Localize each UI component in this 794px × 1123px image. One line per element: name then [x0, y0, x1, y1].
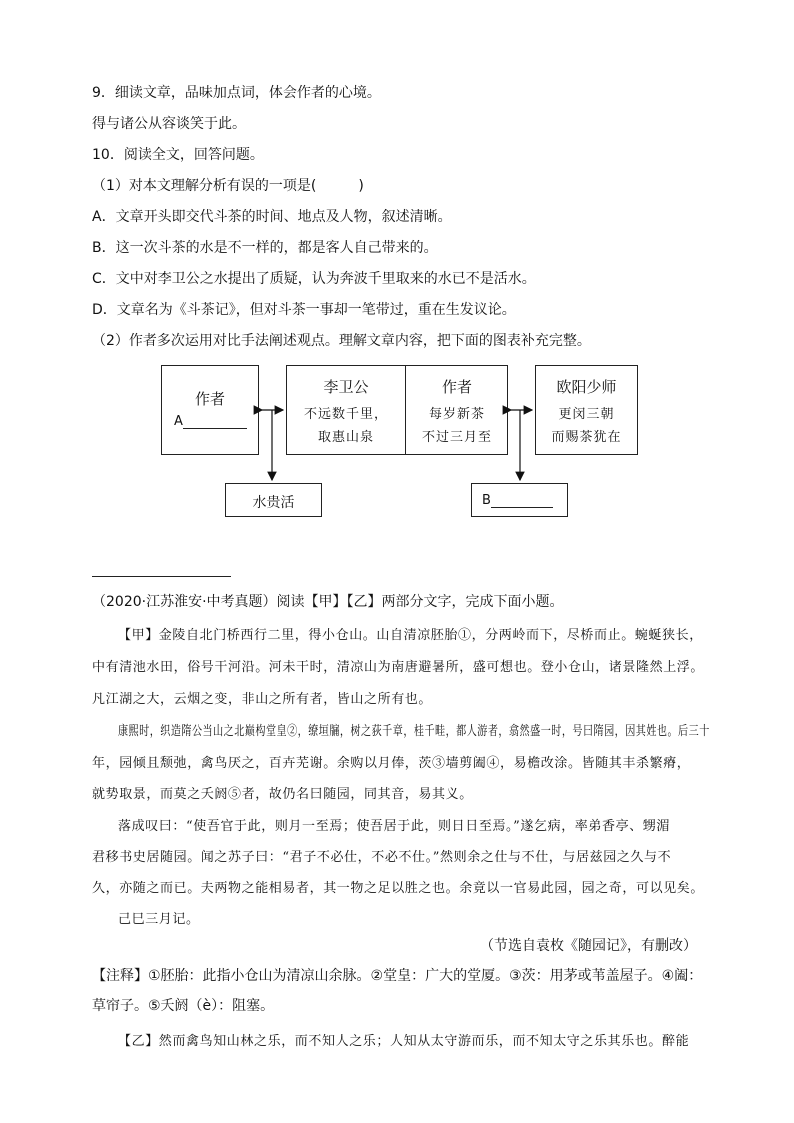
passage-notes-line: 草帘子。⑤夭阏（è）：阻塞。	[92, 998, 275, 1014]
passage-jia-line: 中有清池水田，俗号干河沿。河未干时，清凉山为南唐避暑所，盛可想也。登小仓山，诸景隆然上浮。	[92, 660, 705, 675]
question-9-quote: 得与诸公从容谈笑于此。	[92, 116, 246, 132]
question-10-part-2: （2）作者多次运用对比手法阐述观点。理解文章内容，把下面的图表补充完整。	[92, 333, 591, 349]
passage-yi-line: 【乙】然而禽鸟知山林之乐，而不知人之乐；人知从太守游而乐，而不知太守之乐其乐也。醉能	[118, 1034, 690, 1049]
option-d: D．文章名为《斗茶记》，但对斗茶一事却一笔带过，重在生发议论。	[92, 302, 516, 318]
question-10: 10．阅读全文，回答问题。	[92, 147, 264, 163]
diagram-arrows	[0, 0, 794, 560]
option-c: C．文中对李卫公之水提出了质疑，认为奔波千里取来的水已不是活水。	[92, 271, 536, 287]
diagram-box-title: 作者	[441, 378, 472, 396]
passage-notes-line: 【注释】①胚胎：此指小仓山为清凉山余脉。②堂皇：广大的堂厦。③茨：用茅或苇盖屋子。④阖：	[92, 968, 703, 984]
answer-blank-a[interactable]: A	[174, 414, 247, 429]
diagram-box-title: 作者	[194, 390, 225, 408]
passage-jia-line: 【甲】金陵自北门桥西行二里，得小仓山。山自清凉胚胎①，分两岭而下，尽桥而止。蜿蜒狭长，	[118, 628, 703, 643]
passage-jia-line: 年，园倾且颓弛，禽鸟厌之，百卉芜谢。余购以月俸，茨③墙剪阖④，易檐改涂。皆随其丰杀繁瘠，	[92, 756, 691, 771]
diagram-box-line: 而赐茶犹在	[551, 430, 622, 445]
passage-jia-line: 君移书史居随园。闻之苏子曰：“君子不必仕，不必不仕。”然则余之仕与不仕，与居兹园之久与不	[92, 850, 672, 865]
option-a: A．文章开头即交代斗茶的时间、地点及人物，叙述清晰。	[92, 209, 452, 225]
option-b: B．这一次斗茶的水是不一样的，都是客人自己带来的。	[92, 240, 438, 256]
passage-jia-line: 己巳三月记。	[118, 912, 200, 927]
passage-source: （节选自袁枚《随园记》，有删改）	[480, 938, 697, 954]
diagram-box-line: 更闵三朝	[558, 407, 615, 422]
question-9: 9．细读文章，品味加点词，体会作者的心境。	[92, 85, 381, 101]
passage-jia-line: 康熙时，织造隋公当山之北巅构堂皇②，缭垣牖，树之荻千章，桂千畦，都人游者，翕然盛一时，号曰隋园，因其姓也。后三十	[118, 724, 710, 739]
diagram-box-line: 不过三月至	[421, 430, 492, 445]
diagram-box-title: 水贵活	[252, 495, 295, 511]
diagram-box-title: 欧阳少师	[556, 378, 617, 396]
passage-jia-line: 久，亦随之而已。夫两物之能相易者，其一物之足以胜之也。余竟以一官易此园，园之奇，可以见矣。	[92, 881, 705, 896]
section-separator	[92, 576, 231, 577]
diagram-box-title: 李卫公	[323, 378, 369, 396]
passage-jia-line: 落成叹曰：“使吾官于此，则月一至焉；使吾居于此，则日日至焉。”遂乞病，率弟香亭、甥湄	[118, 819, 670, 834]
diagram-box-line: 不远数千里，	[303, 407, 388, 422]
passage-jia-line: 凡江湖之大，云烟之变，非山之所有者，皆山之所有也。	[92, 692, 433, 707]
answer-blank-b[interactable]: B	[482, 493, 553, 508]
question-10-part-1: （1）对本文理解分析有误的一项是( )	[92, 178, 364, 194]
diagram-box-line: 每岁新茶	[428, 407, 485, 422]
diagram-box-line: 取惠山泉	[317, 430, 374, 445]
passage-jia-line: 就势取景，而莫之夭阏⑤者，故仍名曰随园，同其音，易其义。	[92, 787, 473, 802]
passage-intro: （2020·江苏淮安·中考真题）阅读【甲】【乙】两部分文字，完成下面小题。	[92, 594, 564, 610]
